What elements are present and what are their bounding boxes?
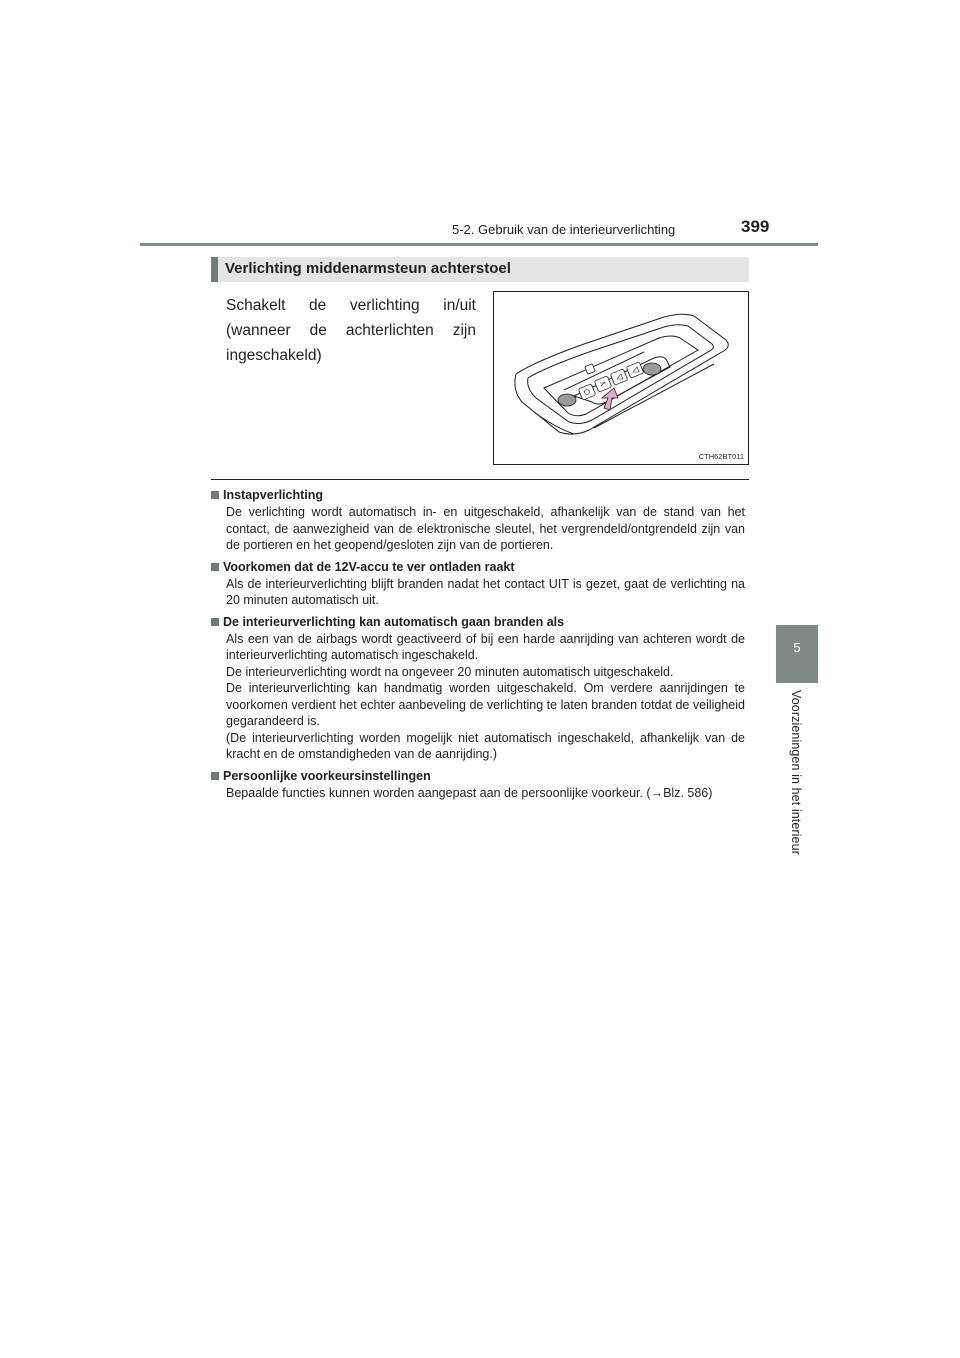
- note-paragraph: De interieurverlichting wordt na ongeveer 20 minuten automatisch uitgeschakeld.: [226, 664, 674, 679]
- note-paragraph: Bepaalde functies kunnen worden aangepast aan de persoonlijke voorkeur. (→Blz. 586): [226, 785, 713, 800]
- running-header-section: 5-2. Gebruik van de interieurverlichting: [452, 222, 676, 237]
- chapter-tab: [776, 625, 818, 683]
- note-heading-text: De interieurverlichting kan automatisch gaan branden als: [223, 614, 565, 629]
- note-heading-text: Voorkomen dat de 12V-accu te ver ontladen raakt: [223, 559, 515, 574]
- note-heading: [211, 487, 745, 504]
- note-heading: [211, 768, 745, 785]
- square-bullet-icon: [211, 563, 219, 571]
- note-voorkeursinstellingen: [211, 768, 745, 802]
- notes-list: [211, 487, 745, 806]
- note-heading: [211, 559, 745, 576]
- section-bar-accent: [211, 257, 218, 282]
- note-paragraph: De verlichting wordt automatisch in- en uitgeschakeld, afhankelijk van de stand van het contact, de aanwezigheid van de elektronische sleutel, het vergrendeld/ontgrendeld zijn van de portieren en het geopend/gesloten zijn van de portieren.: [226, 505, 745, 552]
- note-paragraph: Als de interieurverlichting blijft branden nadat het contact UIT is gezet, gaat de verlichting na 20 minuten automatisch uit.: [226, 576, 745, 607]
- note-heading-text: Instapverlichting: [223, 488, 324, 502]
- note-paragraph: Als een van de airbags wordt geactiveerd of bij een harde aanrijding van achteren wordt de interieurverlichting automatisch ingeschakeld.: [226, 631, 745, 662]
- note-paragraph: De interieurverlichting kan handmatig worden uitgeschakeld. Om verdere aanrijdingen te voorkomen verdient het echter aanbeveling de verlichting te laten branden totdat de veiligheid gegarandeerd is.: [226, 681, 745, 728]
- section-divider: [211, 479, 749, 480]
- note-heading-text: Persoonlijke voorkeursinstellingen: [223, 768, 431, 783]
- section-title-bar: [211, 257, 749, 282]
- square-bullet-icon: [211, 618, 219, 626]
- note-paragraph: (De interieurverlichting worden mogelijk niet automatisch ingeschakeld, afhankelijk van de kracht en de omstandigheden van de aanrijding.): [226, 730, 745, 761]
- note-accu: [211, 559, 745, 609]
- note-automatisch-branden: [211, 614, 745, 763]
- note-instapverlichting: [211, 487, 745, 554]
- note-heading: [211, 614, 745, 631]
- figure-code: CTH62BT011: [698, 452, 744, 461]
- page-number: 399: [741, 217, 770, 236]
- header-rule: [140, 243, 818, 246]
- section-intro-text: Schakelt de verlichting in/uit (wanneer de achterlichten zijn ingeschakeld): [226, 297, 476, 364]
- armrest-panel-drawing: [494, 292, 750, 466]
- rear-armrest-light-illustration: [493, 291, 749, 465]
- square-bullet-icon: [211, 491, 219, 499]
- square-bullet-icon: [211, 772, 219, 780]
- section-title: Verlichting middenarmsteun achterstoel: [225, 260, 511, 277]
- chapter-title-vertical: Voorzieningen in het interieur: [789, 690, 803, 855]
- chapter-number: 5: [793, 640, 801, 655]
